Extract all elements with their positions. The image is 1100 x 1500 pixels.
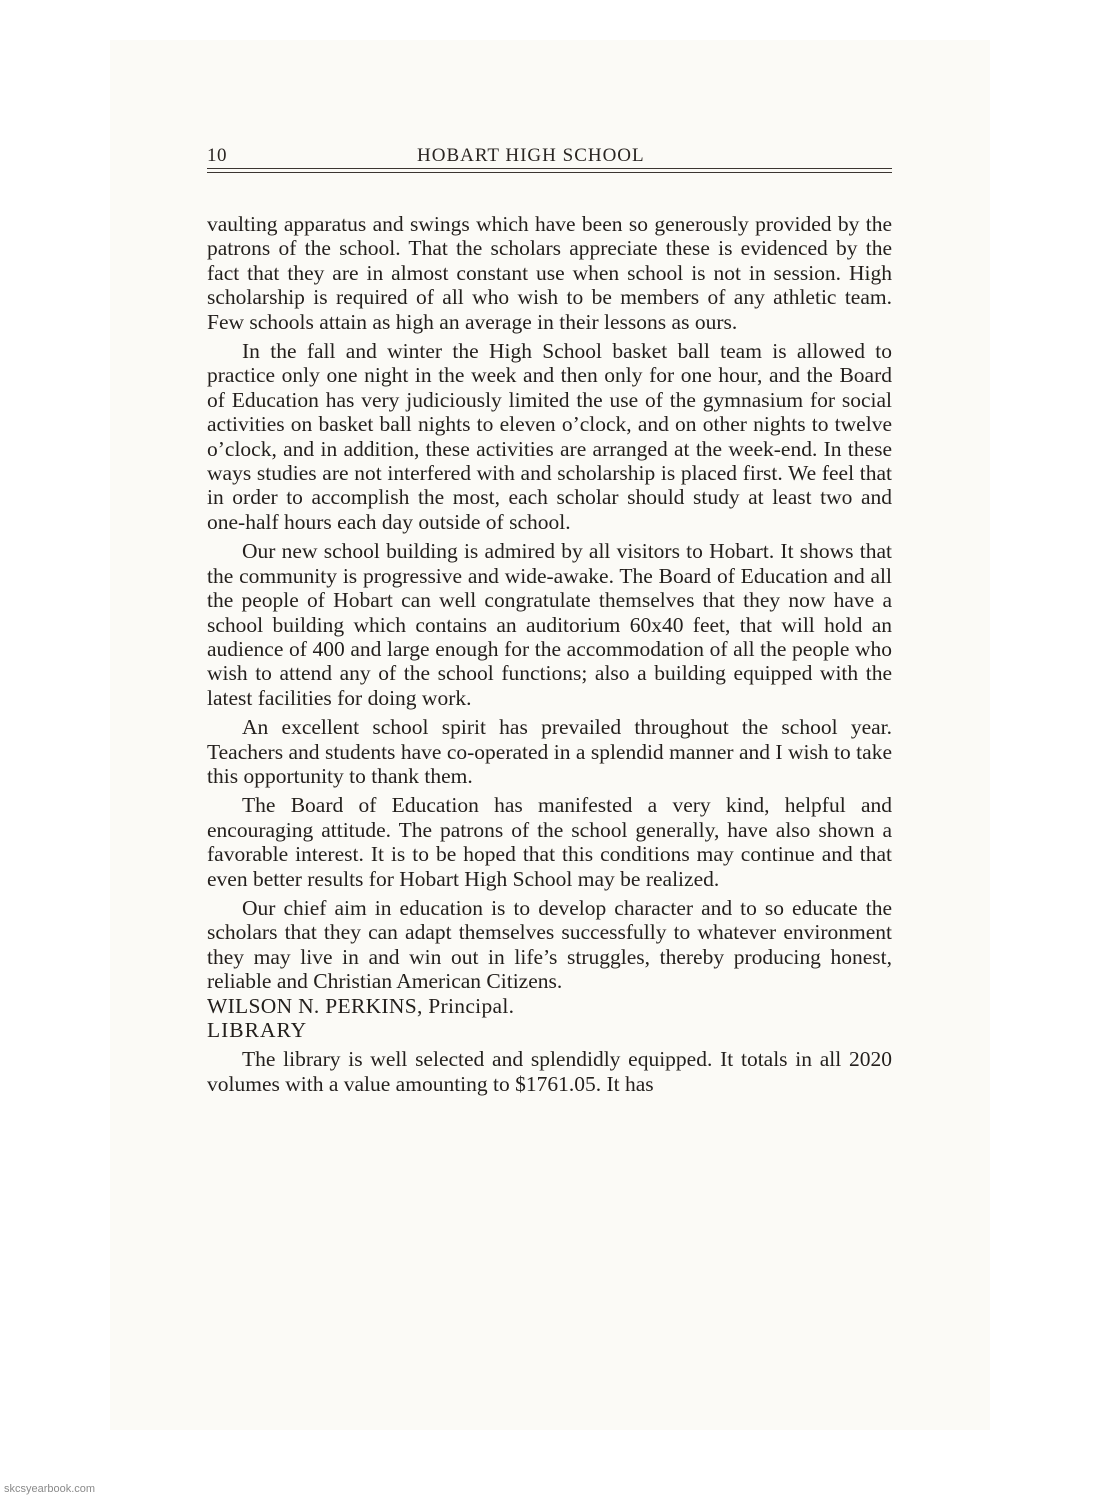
- running-title: HOBART HIGH SCHOOL: [417, 145, 645, 166]
- paragraph-library: The library is well selected and splendidly equipped. It totals in all 2020 volumes with a value amounting to $1761.05. It has: [207, 1047, 892, 1096]
- paragraph-aim: Our chief aim in education is to develop character and to so educate the scholars that they can adapt themselves successfully to whatever environment they may live in and win out in life’s struggles, thereby producing honest, reliable and Christian American Citizens.: [207, 895, 892, 994]
- paragraph-building: Our new school building is admired by all visitors to Hobart. It shows that the community is progressive and wide-awake. The Board of Education and all the people of Hobart can well congratulate themselves that they now have a school building which contains an auditorium 60x40 feet, that will hold an audience of 400 and large enough for the accommodation of all the people who wish to attend any of the school functions; also a building equipped with the latest facilities for doing work.: [207, 539, 892, 710]
- paragraph-athletics: vaulting apparatus and swings which have been so generously provided by the patrons of the school. That the scholars appreciate these is evidenced by the fact that they are in almost constant use when school is not in session. High scholarship is required of all who wish to be members of any athletic team. Few schools attain as high an average in their lessons as ours.: [207, 212, 892, 334]
- paragraph-school-spirit: An excellent school spirit has prevailed throughout the school year. Teachers and students have co-operated in a splendid manner and I wish to take this opportunity to thank them.: [207, 715, 892, 788]
- section-title-library: LIBRARY: [207, 1018, 308, 1042]
- paragraph-board: The Board of Education has manifested a very kind, helpful and encouraging attitude. The patrons of the school generally, have also shown a favorable interest. It is to be hoped that this conditions may continue and that even better results for Hobart High School may be realized.: [207, 793, 892, 891]
- header-rule: [207, 168, 892, 169]
- signature: WILSON N. PERKINS, Principal.: [207, 993, 515, 1018]
- paragraph-basketball: In the fall and winter the High School basket ball team is allowed to practice only one night in the week and then only for one hour, and the Board of Education has very judiciously limited the use of the gymnasium for social activities on basket ball nights to eleven o’clock, and on other nights to twelve o’clock, and in addition, these activities are arranged at the week-end. In these ways studies are not interfered with and scholarship is placed first. We feel that in order to accomplish the most, each scholar should study at least two and one-half hours each day outside of school.: [207, 339, 892, 534]
- header-rule-double: [207, 172, 892, 173]
- site-watermark: skcsyearbook.com: [4, 1483, 96, 1495]
- page-number: 10: [207, 145, 227, 166]
- article-body: [207, 212, 892, 1096]
- page-header: [207, 144, 892, 174]
